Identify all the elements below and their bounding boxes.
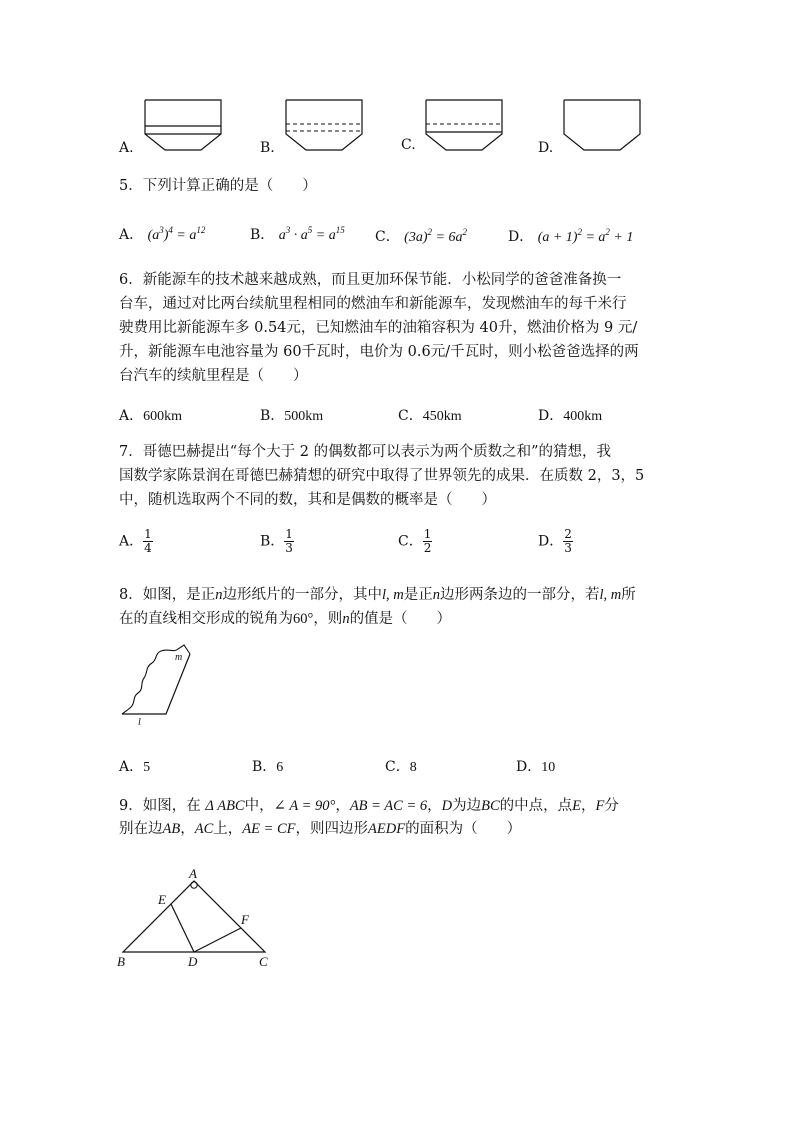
q8-figure bbox=[118, 645, 198, 728]
q6-line: 6．新能源车的技术越来越成熟，而且更加环保节能．小松同学的爸爸准备换一 bbox=[119, 272, 622, 288]
q8-option-b: B．6 bbox=[252, 759, 284, 775]
q6-option-c: C．450km bbox=[398, 408, 462, 424]
q6-line: 台汽车的续航里程是（ ） bbox=[119, 368, 308, 384]
q9-label-b: B bbox=[117, 954, 125, 969]
q7-option-d: D． $\frac{2}{3}$ bbox=[538, 527, 572, 555]
q9-stem-line2: 别在边AB，AC上，AE = CF，则四边形AEDF的面积为（ ） bbox=[119, 821, 522, 837]
q9-label-e: E bbox=[158, 892, 166, 907]
q6-stem bbox=[119, 268, 639, 388]
q9-label-a: A bbox=[189, 866, 197, 881]
q8-stem-line2: 在的直线相交形成的锐角为60°，则n的值是（ ） bbox=[119, 611, 452, 627]
q7-option-b: B． $\frac{1}{3}$ bbox=[260, 527, 293, 555]
q8-stem-line1: 8．如图，是正n边形纸片的一部分，其中l, m是正n边形两条边的一部分，若l, m所 bbox=[119, 587, 636, 603]
q5-option-c: C． $(3a)^2 = 6a^2$ bbox=[375, 227, 467, 245]
q9-label-c: C bbox=[259, 954, 268, 969]
q7-line: 7．哥德巴赫提出“每个大于 2 的偶数都可以表示为两个质数之和”的猜想，我 bbox=[119, 444, 611, 460]
q4-option-b-label: B. bbox=[260, 140, 275, 156]
q6-option-a: A．600km bbox=[119, 408, 183, 424]
q6-option-d: D．400km bbox=[538, 408, 603, 424]
q7-stem bbox=[119, 440, 644, 512]
q9-stem-line1: 9．如图，在 Δ ABC中，∠ A = 90°，AB = AC = 6，D为边BC的中点，点E，F分 bbox=[119, 798, 619, 814]
q5-stem: 5．下列计算正确的是（ ） bbox=[119, 178, 317, 194]
q6-option-b: B．500km bbox=[260, 408, 324, 424]
q4-option-d-label: D. bbox=[538, 140, 554, 156]
q6-line: 驶费用比新能源车多 0.54元，已知燃油车的油箱容积为 40升，燃油价格为 9 元/ bbox=[119, 320, 638, 336]
q5-option-a: A． $(a^3)^4 = a^{12}$ bbox=[119, 225, 206, 243]
q7-line: 国数学家陈景润在哥德巴赫猜想的研究中取得了世界领先的成果．在质数 2，3，5 bbox=[119, 468, 645, 484]
q5-option-d: D． $(a + 1)^2 = a^2 + 1$ bbox=[508, 227, 634, 245]
q4-option-b-figure bbox=[284, 100, 364, 154]
q4-option-a-figure bbox=[143, 100, 223, 154]
q8-option-c: C．8 bbox=[385, 759, 417, 775]
q6-line: 台车，通过对比两台续航里程相同的燃油车和新能源车，发现燃油车的每千米行 bbox=[119, 296, 627, 312]
q4-option-c-label: C. bbox=[401, 137, 416, 153]
q9-label-f: F bbox=[241, 912, 249, 927]
q7-line: 中，随机选取两个不同的数，其和是偶数的概率是（ ） bbox=[119, 492, 496, 508]
q8-label-l: l bbox=[138, 717, 141, 728]
q9-label-d: D bbox=[188, 954, 198, 969]
q8-option-a: A．5 bbox=[119, 759, 151, 775]
q6-line: 升，新能源车电池容量为 60千瓦时，电价为 0.6元/千瓦时，则小松爸爸选择的两 bbox=[119, 344, 639, 360]
q4-option-d-figure bbox=[562, 100, 642, 154]
q8-option-d: D．10 bbox=[516, 759, 556, 775]
q7-option-a: A． $\frac{1}{4}$ bbox=[119, 527, 152, 555]
q9-figure bbox=[115, 864, 275, 974]
q8-label-m: m bbox=[175, 652, 183, 663]
q5-option-b: B． $a^3 \cdot a^5 = a^{15}$ bbox=[250, 225, 345, 243]
q4-option-c-figure bbox=[424, 100, 504, 154]
q7-option-c: C． $\frac{1}{2}$ bbox=[398, 527, 432, 555]
q4-option-a-label: A. bbox=[119, 140, 134, 156]
